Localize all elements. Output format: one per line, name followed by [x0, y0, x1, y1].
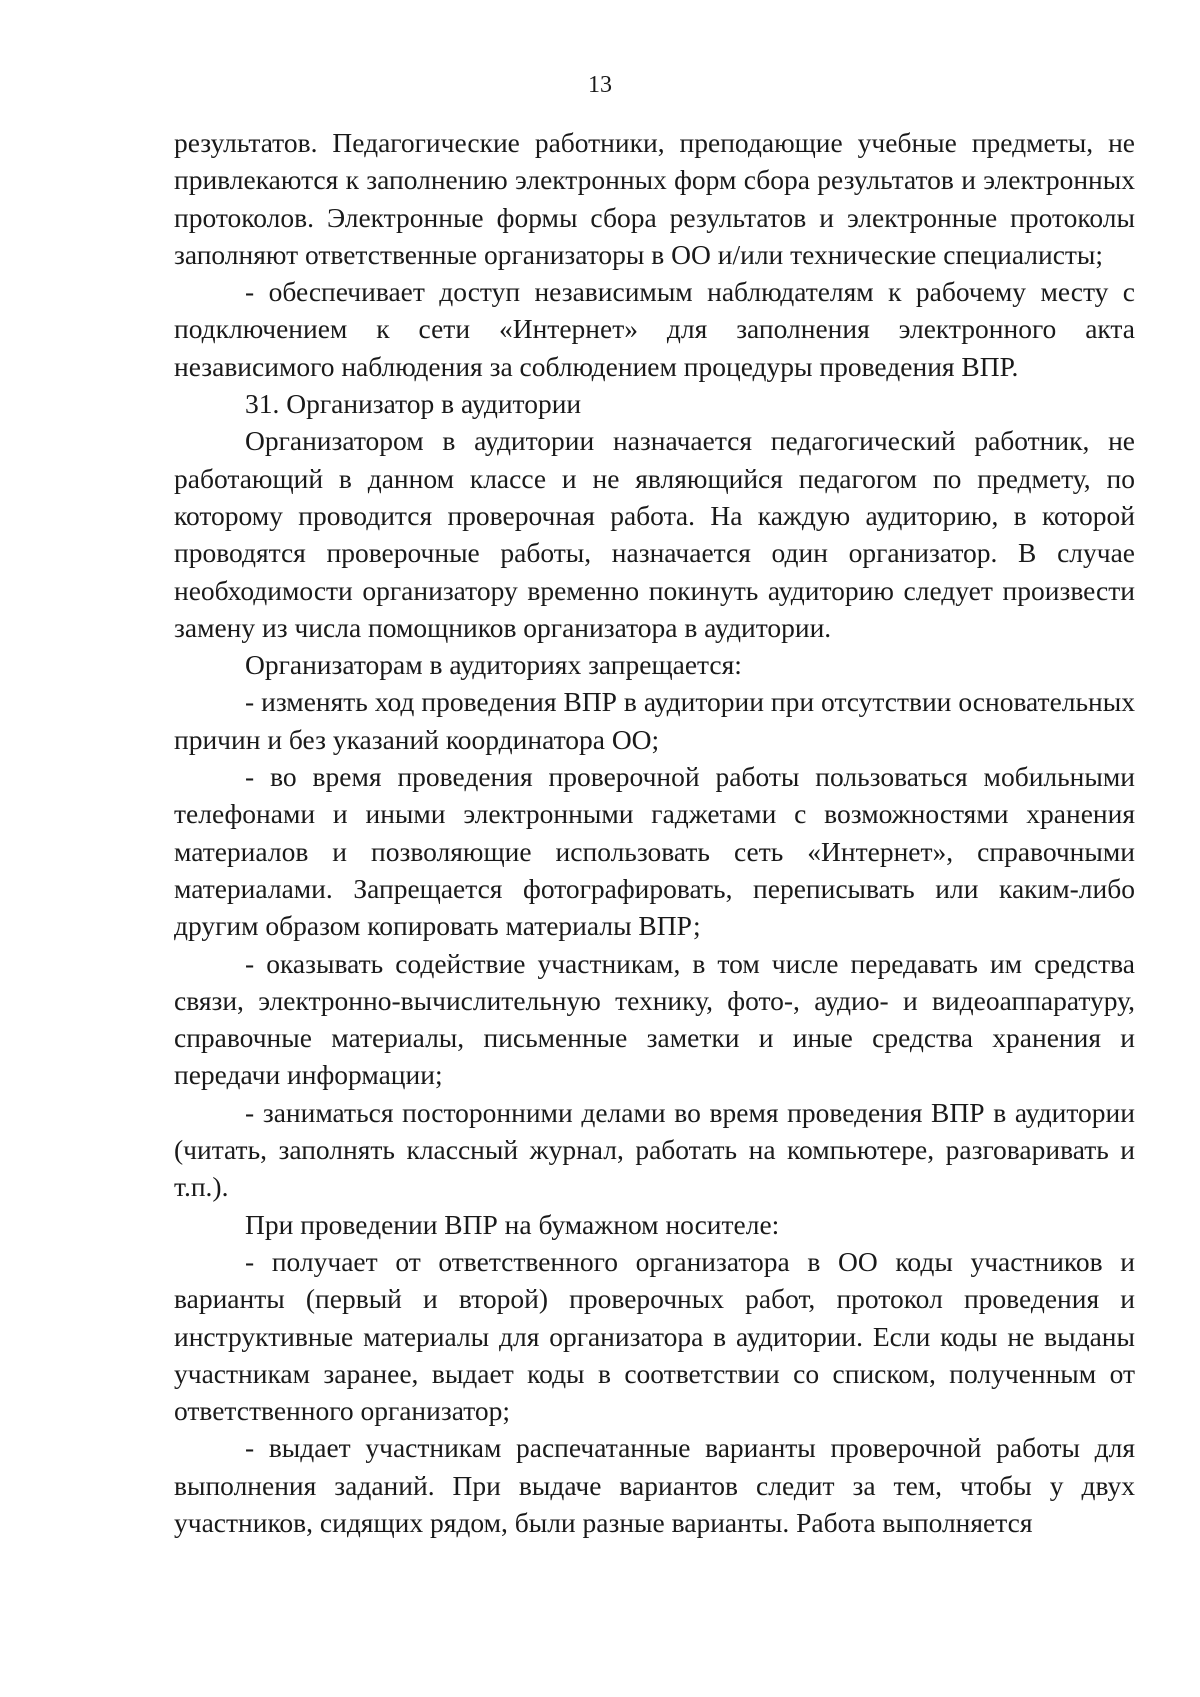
- list-item-prohibition-3: - оказывать содействие участникам, в том числе передавать им средства связи, электронно-вычислительную технику, фото-, аудио- и видеоаппаратуру, справочные материалы, письменные заметки и иные средства хранения и передачи информации;: [174, 947, 1135, 1091]
- list-item-prohibition-1: - изменять ход проведения ВПР в аудитории при отсутствии основательных причин и без указаний координатора ОО;: [174, 686, 1135, 755]
- list-item-paper-mode-2: - выдает участникам распечатанные варианты проверочной работы для выполнения заданий. При выдаче вариантов следит за тем, чтобы у двух участников, сидящих рядом, были разные варианты. Работа выполняется: [174, 1432, 1135, 1538]
- list-item-prohibition-4: - заниматься посторонними делами во время проведения ВПР в аудитории (читать, заполнять классный журнал, работать на компьютере, разговаривать и т.п.).: [174, 1096, 1135, 1203]
- paragraph-organizer-appointment: Организатором в аудитории назначается педагогический работник, не работающий в данном классе и не являющийся педагогом по предмету, по которому проводится проверочная работа. На каждую аудиторию, в которой проводятся проверочные работы, назначается один организатор. В случае необходимости организатору временно покинуть аудиторию следует произвести замену из числа помощников организатора в аудитории.: [174, 425, 1135, 643]
- paragraph-prohibitions-intro: Организаторам в аудиториях запрещается:: [245, 649, 742, 681]
- paragraph-results-continuation: результатов. Педагогические работники, преподающие учебные предметы, не привлекаются к заполнению электронных форм сбора результатов и электронных протоколов. Электронные формы сбора результатов и электронные протоколы заполняют ответственные организаторы в ОО и/или технические специалисты;: [174, 127, 1135, 270]
- list-item-prohibition-2: - во время проведения проверочной работы пользоваться мобильными телефонами и иными электронными гаджетами с возможностями хранения материалов и позволяющие использовать сеть «Интернет», справочными материалами. Запрещается фотографировать, переписывать или каким-либо другим образом копировать материалы ВПР;: [174, 761, 1135, 942]
- page-number: 13: [588, 72, 612, 98]
- section-heading-31: 31. Организатор в аудитории: [245, 388, 582, 420]
- paragraph-observer-access: - обеспечивает доступ независимым наблюдателям к рабочему месту с подключением к сети «Интернет» для заполнения электронного акта независимого наблюдения за соблюдением процедуры проведения ВПР.: [174, 276, 1135, 382]
- paragraph-paper-mode-intro: При проведении ВПР на бумажном носителе:: [245, 1208, 780, 1240]
- document-body: [174, 124, 1135, 1541]
- list-item-paper-mode-1: - получает от ответственного организатора в ОО коды участников и варианты (первый и второй) проверочных работ, протокол проведения и инструктивные материалы для организатора в аудитории. Если коды не выданы участникам заранее, выдает коды в соответствии со списком, полученным от ответственного организатор;: [174, 1245, 1135, 1427]
